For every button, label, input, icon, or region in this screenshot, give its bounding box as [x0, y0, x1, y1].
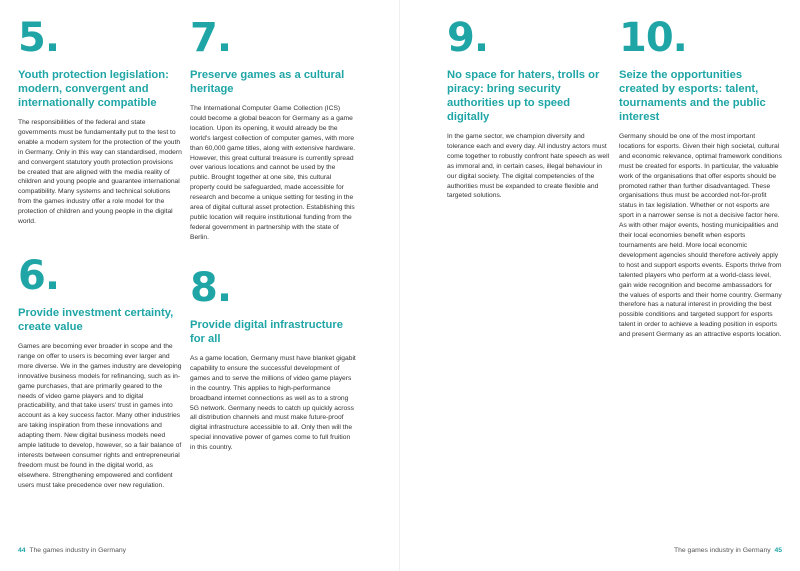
section-heading: No space for haters, trolls or piracy: bring security authorities up to speed digitally: [447, 69, 600, 123]
section-number: 7.: [190, 15, 232, 61]
section-heading: Seize the opportunities created by esports: talent, tournaments and the public interest: [619, 69, 766, 123]
section-body: Games are becoming ever broader in scope and the range on offer to users is becoming ever larger and more diverse. We in the games industry are developing innovative business models for refinancing, such as in-game purchases, that are primarily geared to the needs of video game players and to digital practicability, and that take users' trust in games into account as a key success factor. Many other industries are taking inspiration from these innovations and adapting them. New digital business models need ample latitude to develop, however, so a fair balance of interests between consumer rights and entrepreneurial freedom must be found in the digital world, as elsewhere. Strengthening empowered and confident users must take precedence over new regulation.: [18, 343, 182, 489]
section-number: 5.: [18, 15, 60, 61]
section-number: 6.: [18, 253, 60, 299]
section-number: 10.: [619, 15, 687, 61]
section-number: 8.: [190, 265, 232, 311]
section-heading: Provide investment certainty, create value: [18, 307, 174, 333]
section-7: [190, 15, 356, 243]
footer-title-left: The games industry in Germany: [29, 547, 127, 554]
section-body: As a game location, Germany must have blanket gigabit capability to ensure the successful development of games and to serve the millions of video game players in the country. This applies to high-performance broadband internet connections as well as to a strong 5G network. Germany needs to catch up quickly across all distribution channels and must make future-proof digital infrastructure accessible to all. Only then will the special innovative power of games come to full fruition in this country.: [190, 355, 356, 452]
page-number-right: 45: [774, 547, 782, 554]
section-9: [447, 15, 611, 201]
section-heading: Provide digital infrastructure for all: [190, 319, 343, 345]
section-heading: Preserve games as a cultural heritage: [190, 69, 345, 95]
section-number: 9.: [447, 15, 489, 61]
section-body: The International Computer Game Collection (ICS) could become a global beacon for Germany as a game location. Upon its opening, it would already be the world's largest collection of computer games, with more than 60,000 game titles, along with extensive hardware. However, this great cultural treasure is currently spread over various locations and cannot be used by the public. Brought together at one site, this cultural property could be safeguarded, made accessible for research and become a unique setting for testing in the area of digital cultural asset protection. Establishing this public location will require institutional funding from the federal government in partnership with the state of Berlin.: [190, 105, 356, 241]
footer-right: [674, 547, 782, 554]
page-number-left: 44: [18, 547, 26, 554]
footer-left: [18, 547, 126, 554]
section-body: Germany should be one of the most important locations for esports. Given their high societal, cultural and economic relevance, optimal framework conditions must be created for esports. In particular, the valuable work of the organisations that offer esports should be promoted rather than further disadvantaged. These organisations thus must be accorded not-for-profit status in tax legislation. Whether or not esports are sport in a narrower sense is not a decisive factor here. As with other major events, hosting municipalities and their local economies benefit when esports tournaments are held. More local economic development agencies should therefore actively apply to host and support esports events. Esports thrive from talented players who perform at a world-class level, gain wide recognition and become ambassadors for the values of esports and their home country. Germany therefore has a natural interest in providing the best possible conditions and targeted support for esports talent in order to achieve a leading position in esports and present Germany as an attractive esports location.: [619, 133, 782, 339]
section-6: [18, 253, 182, 491]
section-body: In the game sector, we champion diversity and tolerance each and every day. All industry actors must come together to robustly confront hate speech as well as immoral and, in certain cases, illegal behaviour in our digital society. The digital competencies of the authorities must be expanded to create flexible and targeted solutions.: [447, 133, 610, 200]
section-body: The responsibilities of the federal and state governments must be fundamentally put to the test to enable a modern system for the protection of the youth in Germany. Only in this way can standardised, modern and convergent statutory youth protection provisions be created that are aligned with the media reality of children and young people and guarantee international compatibility. Many systems and technical solutions from the games industry offer a role model for the protection of children and young people in the digital world.: [18, 119, 182, 226]
footer-title-right: The games industry in Germany: [673, 547, 771, 554]
page-gutter: [399, 0, 400, 571]
section-8: [190, 265, 356, 453]
section-heading: Youth protection legislation: modern, convergent and internationally compatible: [18, 69, 169, 109]
section-10: [619, 15, 783, 340]
section-5: [18, 15, 182, 227]
